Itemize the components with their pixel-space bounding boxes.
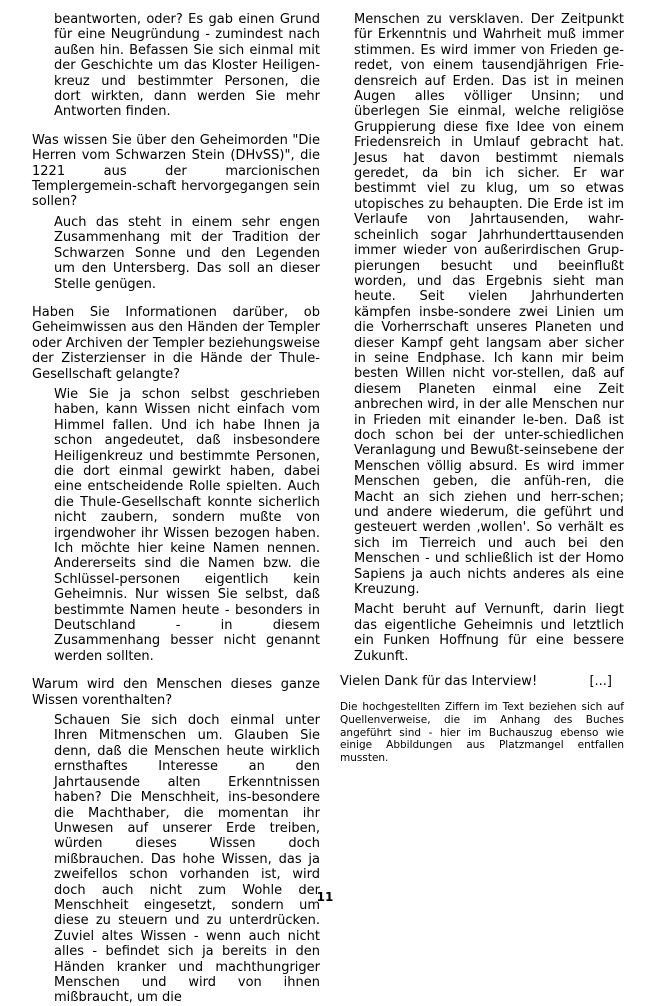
closing-thanks: Vielen Dank für das Interview! [340,674,538,690]
closing-ellipsis: [...] [589,674,612,690]
question-paragraph: Haben Sie Informationen darüber, ob Geheimwissen aus den Händen der Templer oder Archiven der Templer beziehungsweise der Zisterzienser in die Hände der Thule-Gesellschaft gelangte? [32,304,320,382]
right-column [338,12,624,764]
answer-paragraph: Wie Sie ja schon selbst geschrieben haben, kann Wissen nicht einfach vom Himmel fallen. Und ich habe Ihnen ja schon angedeutet, daß insbesondere Heiligenkreuz und bestimmte Personen, die dort einmal gewirkt haben, dabei eine entscheidende Rolle spielten. Auch die Thule-Gesellschaft konnte sicherlich nicht zaubern, sondern mußte von irgendwoher ihr Wissen bezogen haben. Ich möchte hier keine Namen nennen. Andererseits sind die Namen bzw. die Schlüssel-personen eigentlich kein Geheimnis. Nur wissen Sie selbst, daß bestimmte Namen heute - besonders in Deutschland - in diesem Zusammenhang besser nicht genannt werden sollten. [54,386,320,664]
answer-paragraph: Schauen Sie sich doch einmal unter Ihren Mitmenschen um. Glauben Sie denn, daß die Menschen heute wirklich ernsthaftes Interesse an den Jahrtausende alten Erkenntnissen haben? Die Menschheit, ins-besondere die Machthaber, die momentan ihr Unwesen auf unserer Erde treiben, würden dieses Wissen doch mißbrauchen. Das hohe Wissen, das ja zweifellos schon vorhanden ist, wird doch auch nicht zum Wohle der Menschheit eingesetzt, sondern um diese zu steuern und zu unterdrücken. Zuviel altes Wissen - wenn auch nicht alles - befindet sich ja bereits in den Händen kranker und machthungriger Menschen und wird von ihnen mißbraucht, um die [54,713,320,1006]
question-paragraph: Was wissen Sie über den Geheimorden "Die Herren vom Schwarzen Stein (DHvSS)", die 1221 aus der marcionischen Templergemein-schaft hervorgegangen sein sollen? [32,132,320,210]
answer-paragraph: Menschen zu versklaven. Der Zeitpunkt für Erkenntnis und Wahrheit muß immer stimmen. Es wird immer von Frieden ge-redet, von einem tausendjährigen Frie-densreich auf Erden. Das ist in meinen Augen alles völliger Unsinn; und überlegen Sie einmal, welche religiöse Gruppierung diese fixe Idee von einem Friedensreich in Umlauf gebracht hat. Jesus hat davon bestimmt niemals geredet, da bin ich sicher. Er war bestimmt viel zu klug, um so etwas utopisches zu behaupten. Die Erde ist im Verlaufe von Jahrtausenden, wahr-scheinlich sogar Jahrhunderttausenden immer wieder von außerirdischen Grup-pierungen besucht und beeinflußt worden, und das Ergebnis sieht man heute. Seit vielen Jahrhunderten kämpfen insbe-sondere zwei Linien um die Vorherrschaft unseres Planeten und dieser Kampf geht langsam aber sicher in seine Endphase. Ich kann mir beim besten Willen nicht vor-stellen, daß auf diesem Planeten einmal eine Zeit anbrechen wird, in der alle Menschen nur in Frieden mit einander le-ben. Daß ist doch schon bei der unter-schiedlichen Veranlagung und Bewußt-seinsebene der Menschen völlig absurd. Es wird immer Menschen geben, die anfüh-ren, die Macht an sich ziehen und herr-schen; und andere wiederum, die geführt und gesteuert werden ‚wollen'. So verhält es sich im Tierreich und auch bei den Menschen - und schließlich ist der Homo Sapiens ja auch nichts anderes als eine Kreuzung. [354,12,624,598]
left-column [32,12,320,1006]
footnote: Die hochgestellten Ziffern im Text beziehen sich auf Quellenverweise, die im Anhang des Buches angeführt sind - hier im Buchauszug ebenso wie einige Abbildungen aus Platzmangel entfallen mussten. [340,701,624,764]
answer-paragraph: Macht beruht auf Vernunft, darin liegt das eigentliche Geheimnis und letztlich ein Funken Hoffnung für eine bessere Zukunft. [354,602,624,664]
answer-paragraph: Auch das steht in einem sehr engen Zusammenhang mit der Tradition der Schwarzen Sonne und den Legenden um den Untersberg. Das soll an dieser Stelle genügen. [54,214,320,292]
question-paragraph: Warum wird den Menschen dieses ganze Wissen vorenthalten? [32,677,320,708]
page-number: 11 [316,890,334,904]
interview-closing [340,674,624,689]
answer-paragraph: beantworten, oder? Es gab einen Grund für eine Neugründung - zumindest nach außen hin. Befassen Sie sich einmal mit der Geschichte um das Kloster Heiligen-kreuz und bestimmter Personen, die dort wirkten, dann werden Sie mehr Antworten finden. [54,12,320,120]
